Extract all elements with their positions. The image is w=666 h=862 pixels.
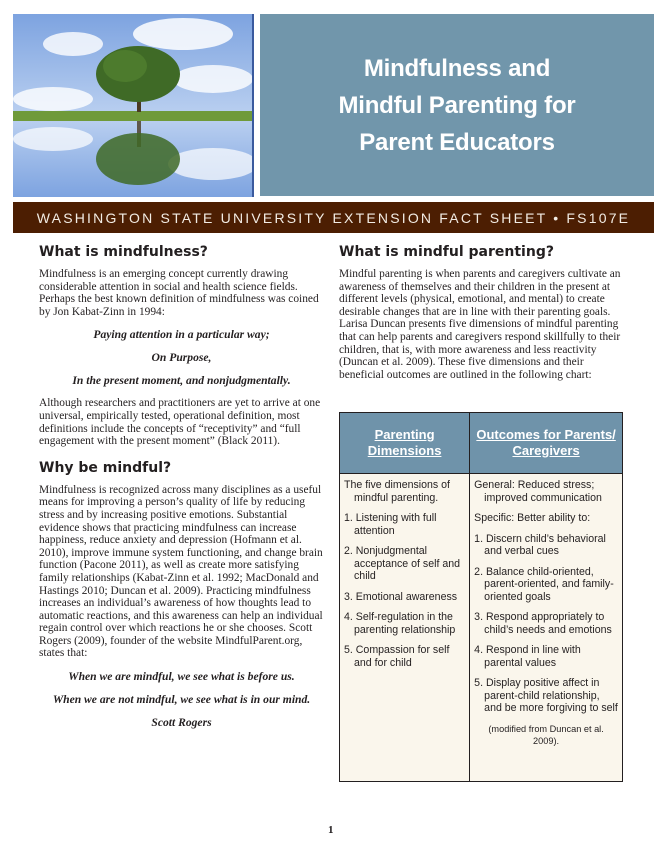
quote-attribution: Scott Rogers bbox=[151, 716, 212, 730]
list-item: 1. Listening with full attention bbox=[344, 512, 437, 537]
list-item: 4. Respond in line with parental values bbox=[474, 644, 581, 669]
right-column bbox=[339, 244, 629, 381]
list-item: 2. Nonjudgmental acceptance of self and child bbox=[344, 545, 461, 582]
dimensions-outcomes-table bbox=[339, 412, 623, 782]
fact-sheet-banner: WASHINGTON STATE UNIVERSITY EXTENSION FACT SHEET • FS107E bbox=[13, 202, 654, 233]
list-item: 3. Respond appropriately to child’s needs and emotions bbox=[474, 611, 612, 636]
list-item: General: Reduced stress; improved communication bbox=[474, 479, 602, 504]
heading-why-be-mindful: Why be mindful? bbox=[39, 459, 172, 476]
table-source-note: (modified from Duncan et al. 2009). bbox=[488, 723, 604, 746]
heading-what-is-mindfulness: What is mindfulness? bbox=[39, 244, 208, 260]
quote-line: Paying attention in a particular way; bbox=[93, 328, 270, 342]
title-line-3: Parent Educators bbox=[359, 128, 555, 156]
list-item: Specific: Better ability to: bbox=[474, 512, 591, 524]
page-title bbox=[338, 50, 575, 161]
quote-line: On Purpose, bbox=[151, 351, 212, 365]
outcomes-cell bbox=[470, 474, 623, 782]
column-header-dimensions: Parenting Dimensions bbox=[340, 413, 470, 474]
list-item: 1. Discern child’s behavioral and verbal cues bbox=[474, 532, 606, 557]
list-item: 2. Balance child-oriented, parent-oriented, and family-oriented goals bbox=[474, 565, 614, 603]
left-column bbox=[39, 244, 324, 729]
why-mindful-text: Mindfulness is recognized across many disciplines as a useful means for improving a person’s quality of life by reducing stress and by increasing positive emotions. Substantial evidence shows that practicing mindfulness can increase happiness, reduce anxiety and depression (Hofmann et al. 2010), improve immune system functioning, and change brain function (Pacone 2011), as well as create more satisfying family relationships (Kabat-Zinn et al. 1992; MacDonald and Hastings 2010; Duncan et al. 2009). Practicing mindfulness increases an individual’s awareness of how thoughts lead to automatic reactions, and this awareness can help an individual regain control over which reactions he or she chooses. Scott Rogers (2009), founder of the website MindfulParent.org, states that: bbox=[39, 483, 323, 660]
mindful-parenting-text: Mindful parenting is when parents and caregivers cultivate an awareness of themselves and their children in the present at different levels (physical, emotional, and mental) to create desirable changes that are in line with their parenting goals. Larisa Duncan presents five dimensions of mindful parenting that can help parents and caregivers respond skillfully to their children, that is, with more awareness and less reactivity (Duncan et al. 2009). These five dimensions and their beneficial outcomes are outlined in the following chart: bbox=[339, 268, 621, 381]
title-line-2: Mindful Parenting for bbox=[338, 91, 576, 119]
quote-line: In the present moment, and nonjudgmentally. bbox=[72, 374, 291, 388]
list-item: 5. Display positive affect in parent-child relationship, and be more forgiving to self bbox=[474, 677, 618, 714]
title-box bbox=[260, 14, 654, 196]
column-header-outcomes: Outcomes for Parents/ Caregivers bbox=[470, 413, 623, 474]
list-item: 3. Emotional awareness bbox=[344, 590, 458, 603]
mindfulness-intro: Mindfulness is an emerging concept currently drawing considerable attention in social and health science fields. Perhaps the best known definition of mindfulness was coined by Jon Kabat-Zinn in 1994: bbox=[39, 268, 319, 318]
quote-line: When we are mindful, we see what is before us. bbox=[68, 670, 295, 684]
quote-line: When we are not mindful, we see what is in our mind. bbox=[52, 693, 311, 707]
page-number: 1 bbox=[328, 824, 334, 836]
tree-reflection-image bbox=[13, 14, 254, 197]
list-item: 4. Self-regulation in the parenting relationship bbox=[344, 611, 456, 636]
list-item: 5. Compassion for self and for child bbox=[344, 644, 450, 669]
title-line-1: Mindfulness and bbox=[363, 54, 551, 82]
list-item: The five dimensions of mindful parenting. bbox=[344, 479, 450, 504]
mindfulness-definition: Although researchers and practitioners are yet to arrive at one universal, empirically tested, operational definition, most definitions include the concepts of “receptivity” and “full engagement with the present moment” (Black 2011). bbox=[39, 397, 321, 448]
heading-mindful-parenting: What is mindful parenting? bbox=[339, 244, 554, 260]
dimensions-cell bbox=[340, 474, 470, 782]
